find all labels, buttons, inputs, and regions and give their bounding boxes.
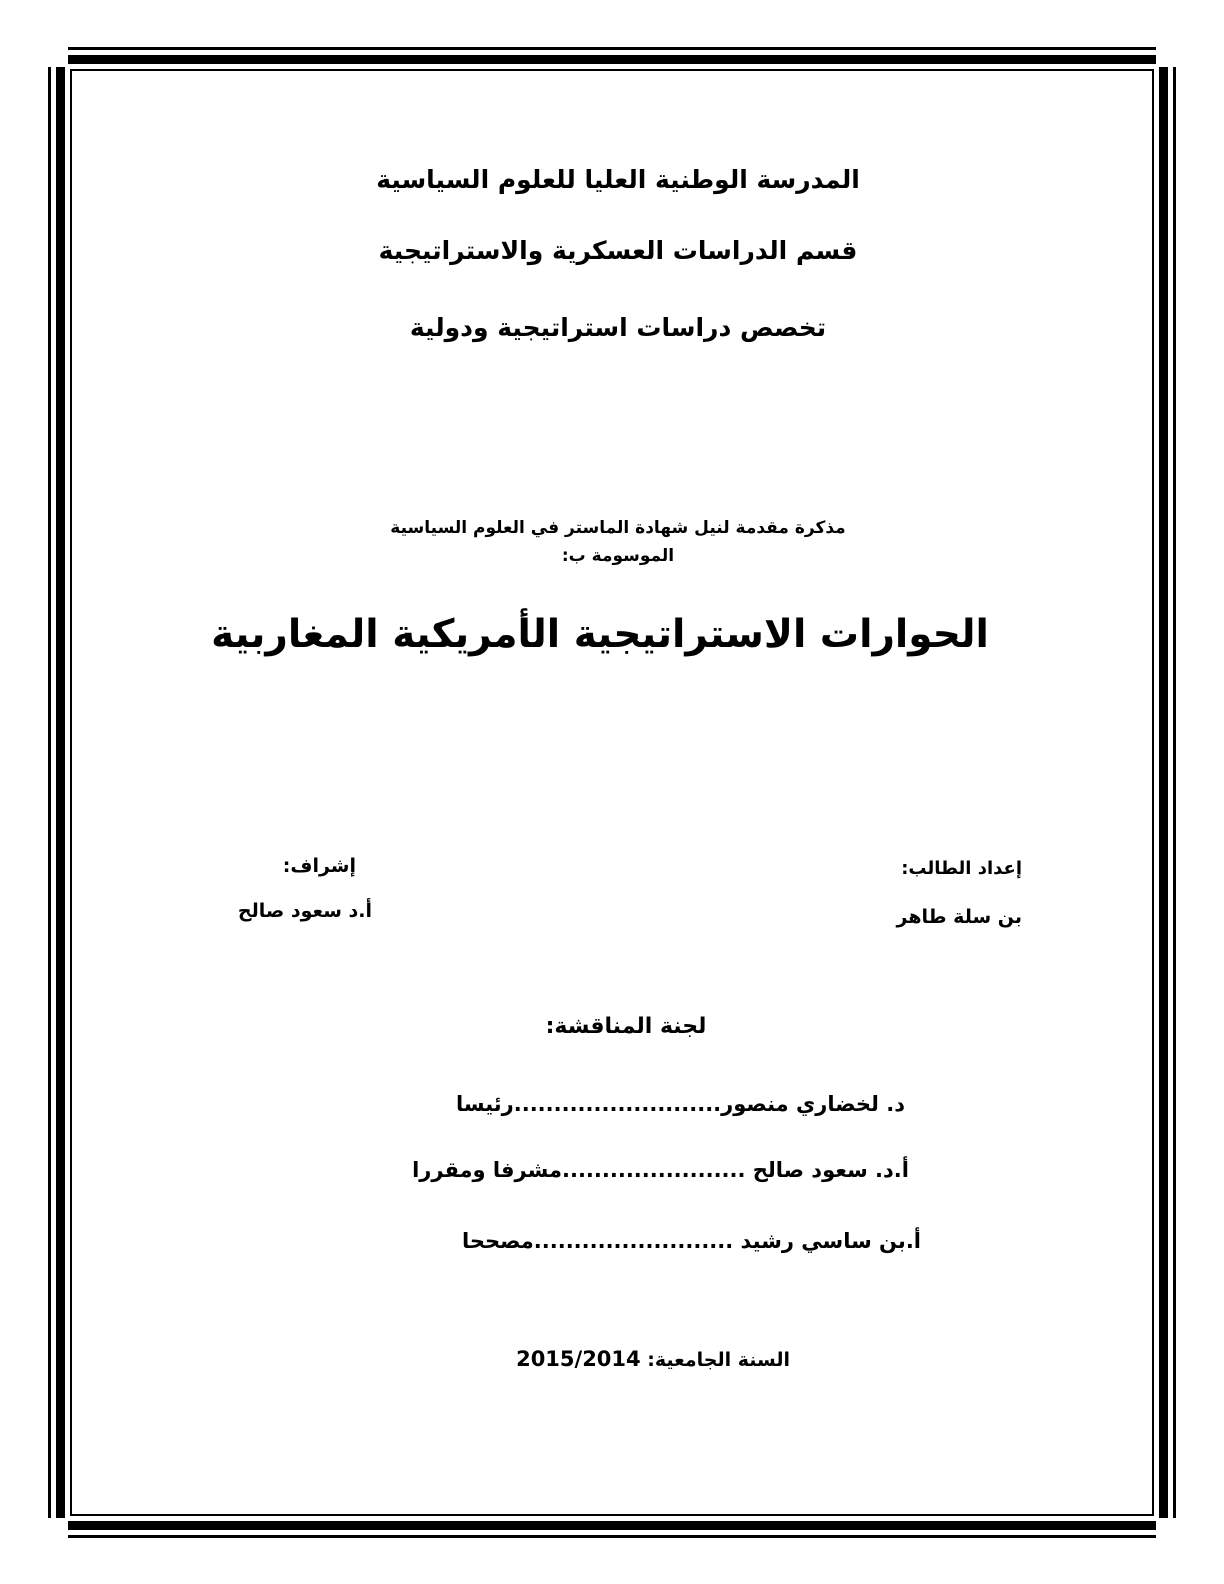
- committee-member-supervisor: أ.د. سعود صالح .......................مشرفا ومقررا: [412, 1158, 909, 1182]
- border-corner: [1156, 1518, 1178, 1540]
- department-name: قسم الدراسات العسكرية والاستراتيجية: [378, 236, 858, 265]
- page-border-inner: [70, 69, 1154, 1516]
- student-name: بن سلة طاهر: [896, 906, 1022, 928]
- academic-year: [516, 1347, 790, 1371]
- academic-year-label: السنة الجامعية:: [647, 1349, 790, 1371]
- supervision-label: إشراف:: [282, 855, 356, 877]
- committee-member-examiner: أ.بن ساسي رشيد .........................مصححا: [461, 1229, 921, 1253]
- border-corner: [46, 45, 68, 67]
- student-label: إعداد الطالب:: [901, 858, 1022, 879]
- supervisor-name: أ.د سعود صالح: [237, 900, 372, 922]
- memo-description: مذكرة مقدمة لنيل شهادة الماستر في العلوم السياسية: [390, 518, 846, 538]
- border-corner: [1156, 45, 1178, 67]
- committee-member-chair: د. لخضاري منصور..........................رئيسا: [455, 1092, 905, 1116]
- specialization-name: تخصص دراسات استراتيجية ودولية: [409, 313, 827, 342]
- school-name: المدرسة الوطنية العليا للعلوم السياسية: [376, 165, 860, 194]
- thesis-title: الحوارات الاستراتيجية الأمريكية المغاربية: [211, 612, 989, 657]
- committee-label: لجنة المناقشة:: [545, 1014, 707, 1039]
- academic-year-value: 2015/2014: [516, 1347, 641, 1371]
- border-corner: [46, 1518, 68, 1540]
- memo-entitled: الموسومة ب:: [561, 546, 675, 566]
